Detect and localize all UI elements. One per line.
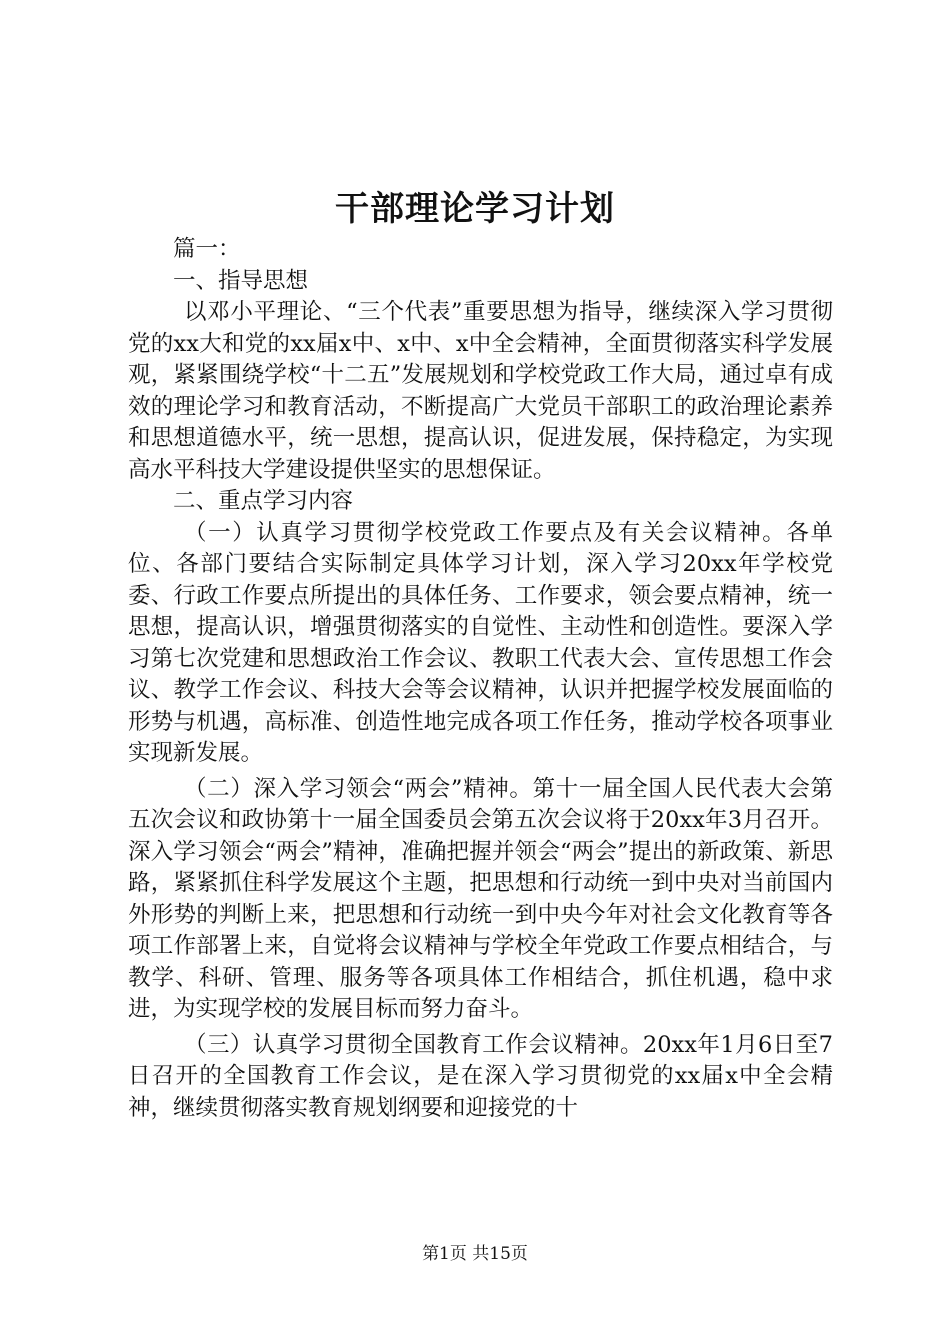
document-title: 干部理论学习计划 — [335, 189, 615, 229]
section-label: 篇一： — [173, 236, 241, 262]
section-heading: 二、重点学习内容 — [173, 488, 354, 514]
paragraph: （一）认真学习贯彻学校党政工作要点及有关会议精神。各单位、各部门要结合实际制定具体学习计划，深入学习20xx年学校党委、行政工作要点所提出的具体任务、工作要求，领会要点精神，统一思想，提高认识，增强贯彻落实的自觉性、主动性和创造性。要深入学习第七次党建和思想政治工作会议、教职工代表大会、宣传思想工作会议、教学工作会议、科技大会等会议精神，认识并把握学校发展面临的形势与机遇，高标准、创造性地完成各项工作任务，推动学校各项事业实现新发展。 — [128, 519, 833, 766]
document-body — [128, 234, 833, 1124]
paragraph: （三）认真学习贯彻全国教育工作会议精神。20xx年1月6日至7日召开的全国教育工作会议，是在深入学习贯彻党的xx届x中全会精神，继续贯彻落实教育规划纲要和迎接党的十 — [128, 1031, 833, 1121]
paragraph: （二）深入学习领会“两会”精神。第十一届全国人民代表大会第五次会议和政协第十一届全国委员会第五次会议将于20xx年3月召开。深入学习领会“两会”精神，准确把握并领会“两会”提出的新政策、新思路，紧紧抓住科学发展这个主题，把思想和行动统一到中央对当前国内外形势的判断上来，把思想和行动统一到中央今年对社会文化教育等各项工作部署上来，自觉将会议精神与学校全年党政工作要点相结合，与教学、科研、管理、服务等各项具体工作相结合，抓住机遇，稳中求进，为实现学校的发展目标而努力奋斗。 — [128, 775, 833, 1022]
section-heading: 一、指导思想 — [173, 267, 309, 294]
paragraph: 以邓小平理论、“三个代表”重要思想为指导，继续深入学习贯彻党的xx大和党的xx届x中、x中、x中全会精神，全面贯彻落实科学发展观，紧紧围绕学校“十二五”发展规划和学校党政工作大局，通过卓有成效的理论学习和教育活动，不断提高广大党员干部职工的政治理论素养和思想道德水平，统一思想，提高认识，促进发展，保持稳定，为实现高水平科技大学建设提供坚实的思想保证。 — [128, 299, 833, 483]
page-footer: 第1页 共15页 — [422, 1244, 528, 1264]
